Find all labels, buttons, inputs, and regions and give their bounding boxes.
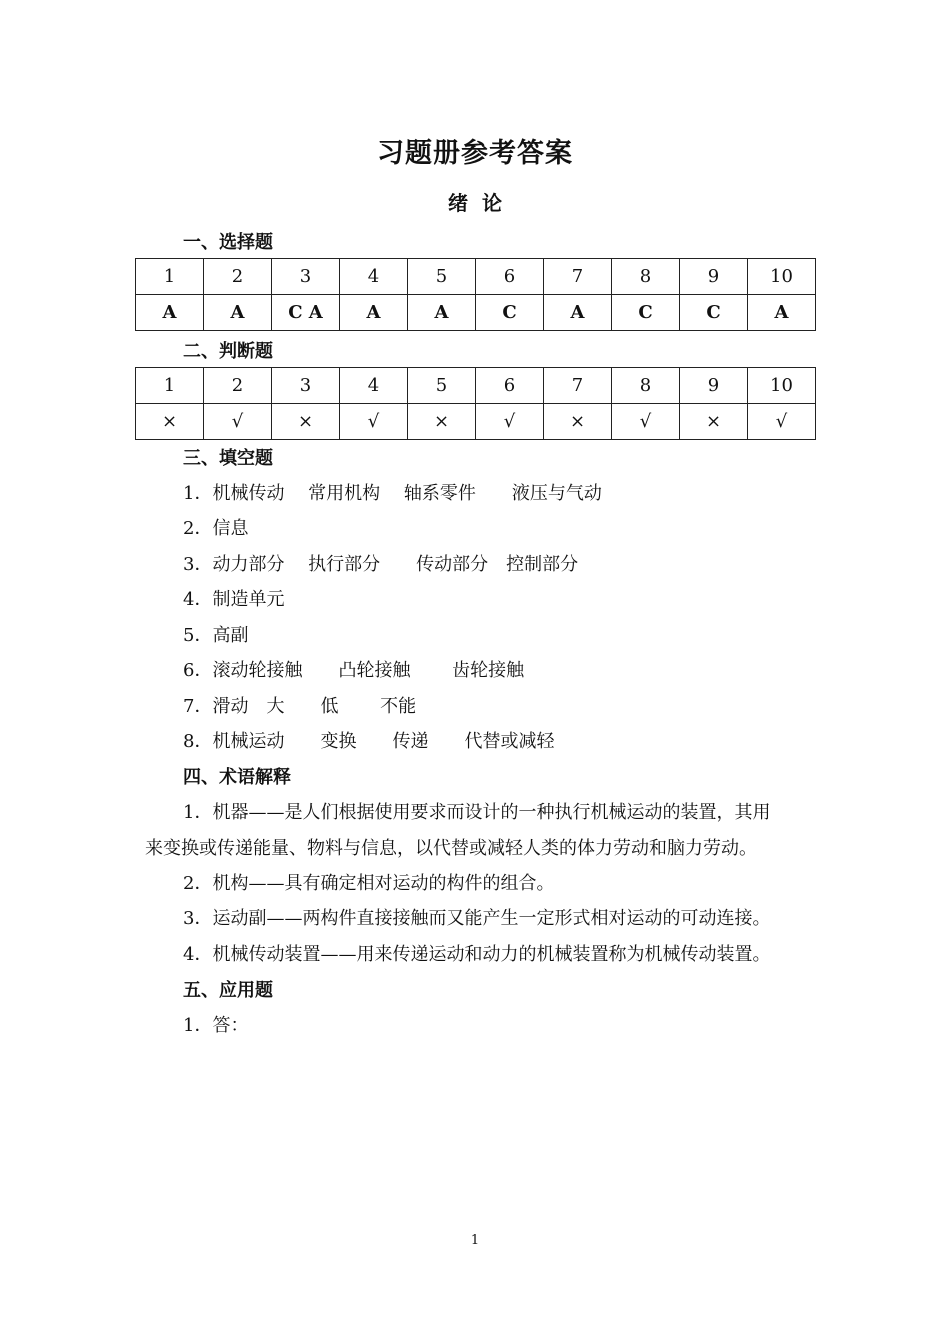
- chapter-title: [0, 187, 950, 216]
- choice-answer-cell: C: [612, 295, 680, 331]
- fill-item: 4．制造单元: [183, 589, 285, 610]
- judge-answer-row: [136, 404, 816, 440]
- judge-answer-cell: ×: [136, 404, 204, 440]
- fill-item: 7．滑动 大 低 不能: [183, 696, 417, 717]
- choice-answer-cell: A: [748, 295, 816, 331]
- term-definition: 3．运动副——两构件直接接触而又能产生一定形式相对运动的可动连接。: [183, 908, 771, 929]
- judge-answer-cell: ×: [272, 404, 340, 440]
- page-number: 1: [470, 1233, 480, 1248]
- page-title: 习题册参考答案: [377, 138, 573, 169]
- judge-number-cell: 2: [204, 368, 272, 404]
- judge-answer-cell: ×: [408, 404, 476, 440]
- section-choice-heading: 一、选择题: [183, 232, 273, 253]
- judge-number-cell: 8: [612, 368, 680, 404]
- choice-number-cell: 5: [408, 259, 476, 295]
- choice-number-cell: 6: [476, 259, 544, 295]
- chapter-title-char-2: 论: [482, 191, 502, 215]
- choice-answer-table: [135, 258, 816, 331]
- section-fill-heading: 三、填空题: [183, 448, 273, 469]
- judge-answer-cell: ×: [544, 404, 612, 440]
- judge-answer-table: [135, 367, 816, 440]
- choice-number-cell: 3: [272, 259, 340, 295]
- judge-number-cell: 9: [680, 368, 748, 404]
- choice-answer-cell: A: [340, 295, 408, 331]
- section-terms-heading: 四、术语解释: [183, 767, 291, 788]
- fill-item: 8．机械运动 变换 传递 代替或减轻: [183, 731, 555, 752]
- term-definition: 2．机构——具有确定相对运动的构件的组合。: [183, 873, 555, 894]
- judge-number-cell: 7: [544, 368, 612, 404]
- choice-number-row: [136, 259, 816, 295]
- choice-answer-cell: C: [476, 295, 544, 331]
- term-definition: 1．机器——是人们根据使用要求而设计的一种执行机械运动的装置，其用: [183, 802, 771, 823]
- judge-number-cell: 3: [272, 368, 340, 404]
- judge-number-row: [136, 368, 816, 404]
- choice-answer-row: [136, 295, 816, 331]
- chapter-title-char-1: 绪: [448, 191, 468, 215]
- fill-item: 6．滚动轮接触 凸轮接触 齿轮接触: [183, 660, 525, 681]
- choice-number-cell: 7: [544, 259, 612, 295]
- choice-answer-cell: A: [544, 295, 612, 331]
- section-apply-heading: 五、应用题: [183, 980, 273, 1001]
- fill-item: 3．动力部分 执行部分 传动部分 控制部分: [183, 554, 579, 575]
- choice-number-cell: 8: [612, 259, 680, 295]
- choice-number-cell: 10: [748, 259, 816, 295]
- fill-item: 2．信息: [183, 518, 249, 539]
- fill-item: 1．机械传动 常用机构 轴系零件 液压与气动: [183, 483, 602, 504]
- section-judge-heading: 二、判断题: [183, 341, 273, 362]
- judge-answer-cell: √: [340, 404, 408, 440]
- choice-answer-cell: C: [680, 295, 748, 331]
- judge-answer-cell: √: [476, 404, 544, 440]
- apply-item: 1．答：: [183, 1015, 249, 1036]
- choice-answer-cell: A: [136, 295, 204, 331]
- judge-number-cell: 5: [408, 368, 476, 404]
- choice-number-cell: 9: [680, 259, 748, 295]
- fill-item: 5．高副: [183, 625, 249, 646]
- judge-answer-cell: √: [748, 404, 816, 440]
- choice-number-cell: 2: [204, 259, 272, 295]
- term-definition-continuation: 来变换或传递能量、物料与信息，以代替或减轻人类的体力劳动和脑力劳动。: [145, 838, 757, 859]
- judge-number-cell: 10: [748, 368, 816, 404]
- judge-number-cell: 6: [476, 368, 544, 404]
- term-definition: 4．机械传动装置——用来传递运动和动力的机械装置称为机械传动装置。: [183, 944, 771, 965]
- judge-number-cell: 1: [136, 368, 204, 404]
- judge-answer-cell: ×: [680, 404, 748, 440]
- judge-number-cell: 4: [340, 368, 408, 404]
- choice-number-cell: 1: [136, 259, 204, 295]
- choice-answer-cell: A: [408, 295, 476, 331]
- choice-answer-cell: A: [204, 295, 272, 331]
- choice-answer-cell: C A: [272, 295, 340, 331]
- judge-answer-cell: √: [612, 404, 680, 440]
- judge-answer-cell: √: [204, 404, 272, 440]
- choice-number-cell: 4: [340, 259, 408, 295]
